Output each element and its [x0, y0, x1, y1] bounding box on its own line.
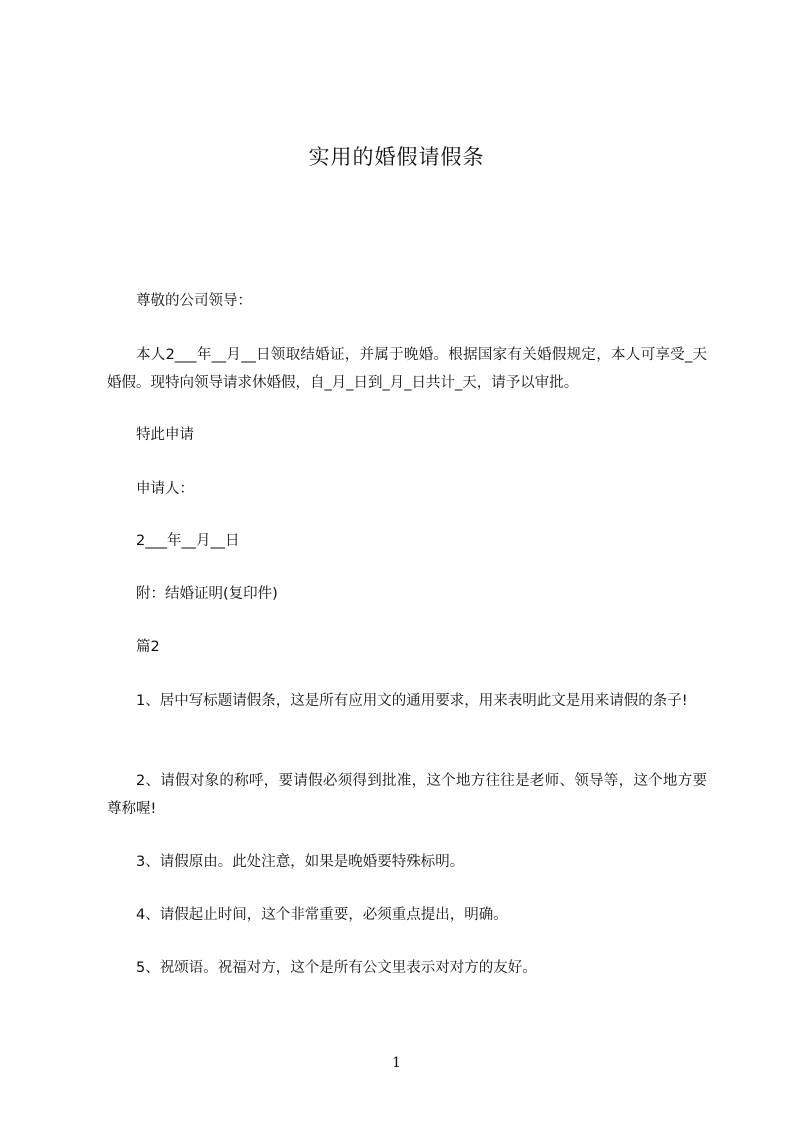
list-item: 2、请假对象的称呼，要请假必须得到批准，这个地方往往是老师、领导等，这个地方要尊称喔!: [107, 773, 707, 817]
applicant-label: 申请人：: [136, 481, 194, 497]
list-item: 1、居中写标题请假条，这是所有应用文的通用要求，用来表明此文是用来请假的条子!: [136, 693, 688, 709]
attachment-note: 附：结婚证明(复印件): [136, 586, 278, 602]
salutation: 尊敬的公司领导：: [136, 293, 252, 309]
section-heading: 篇2: [136, 639, 160, 655]
document-title: 实用的婚假请假条: [308, 145, 485, 169]
list-item: 3、请假原由。此处注意，如果是晚婚要特殊标明。: [136, 854, 465, 870]
closing-text: 特此申请: [136, 427, 194, 443]
body-paragraph: 本人2___年__月__日领取结婚证，并属于晚婚。根据国家有关婚假规定，本人可享受_天婚假。现特向领导请求休婚假，自_月_日到_月_日共计_天，请予以审批。: [107, 347, 707, 391]
list-item: 5、祝颂语。祝福对方，这个是所有公文里表示对对方的友好。: [136, 960, 537, 976]
date-line: 2___年__月__日: [136, 533, 240, 549]
page-number: 1: [392, 1055, 401, 1071]
list-item: 4、请假起止时间，这个非常重要，必须重点提出，明确。: [136, 907, 508, 923]
